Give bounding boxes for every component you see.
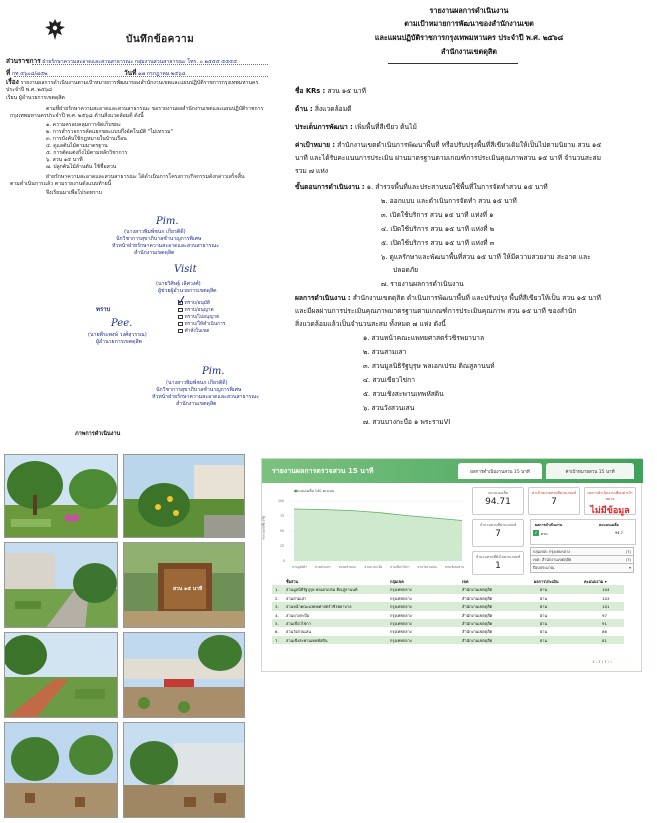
dashboard-header <box>262 459 643 483</box>
handwritten-signature: Pee. <box>111 318 133 329</box>
report-divider <box>388 63 518 64</box>
sort-by-score[interactable]: คะแนนรวม ▾ <box>584 579 607 584</box>
chart-legend: คะแนนเฉลี่ย 140 คะแนน <box>294 489 335 493</box>
signer-name: (นายวิศิษฐ์ เลิศวงศ์) <box>156 281 201 287</box>
result-line: สิ่งแวดล้อมแล้วเป็นจำนวนสะสม ทั้งหมด ๗ แห่ง ดังนี้ <box>295 320 446 328</box>
avg-score-card: คะแนนเฉลี่ย 94.71 <box>472 487 524 515</box>
x-tick: สวนมูลนิธิฯ <box>292 565 307 569</box>
photos-caption: ภาพการดำเนินงาน <box>75 431 121 437</box>
table-row[interactable]: 6. สวนวังสวนเสน กรุงเทพกลาง สำนักงานเขตดุสิต ผ่าน 86 <box>275 629 607 635</box>
step-item: ๒. ออกแบบ และดำเนินการจัดทำ สวน ๑๕ นาที <box>381 197 517 205</box>
y-tick: 75 <box>280 514 285 518</box>
memo-body-line: ฝ่ายรักษาความสะอาดและสวนสาธารณะ ได้ดำเนินการโครงการ/กิจกรรมดังกล่าวเสร็จสิ้น <box>46 174 245 180</box>
report-heading: ตามเป้าหมายการพัฒนาของสำนักงานเขต <box>404 19 534 28</box>
target-field: ค่าเป้าหมาย : สำนักงานเขตดำเนินการพัฒนาพื้นที่ หรือปรับปรุงพื้นที่สีเขียวเดิมให้เป็นไปตามนิยาม สวน ๑๕ <box>295 141 602 149</box>
park-item: ๔. สวนเขียวไข่กา <box>363 376 415 384</box>
result-line: และมีผลผ่านการประเมินคุณภาพมาตรฐานตามเกณฑ์การประเมินคุณภาพ สวน ๑๕ นาที ของสำนัก <box>295 307 577 315</box>
park-item: ๒. สวนสามเสา <box>363 348 407 356</box>
dashboard-title: รายงานผลการตรวจสวน 15 นาที <box>272 467 374 475</box>
step-item: ๓. เปิดใช้บริการ สวน ๑๕ นาที แห่งที่ ๑ <box>381 211 494 219</box>
score-chart <box>261 487 468 573</box>
checklist-item: คำสั่งในเขต <box>178 327 209 335</box>
summary-header: ผลการดำเนินงาน <box>535 523 563 527</box>
signer-position: สำนักงานเขตดุสิต <box>134 250 175 256</box>
memo-document <box>6 18 278 418</box>
checklist-item: ทราบ/ไม่อนุญาต <box>178 313 219 321</box>
signer-position: สำนักงานเขตดุสิต <box>176 401 217 407</box>
park-sign-text: สวน ๑๕ นาที <box>173 586 203 592</box>
park-score-table <box>272 577 624 644</box>
pass-count-card: จำนวนสวนที่ผ่านเกณฑ์ 7 <box>472 519 524 547</box>
signer-name: (นางสาวพิมพ์ชนก เกียรติดี) <box>166 380 228 386</box>
signer-position: นักวิชาการสุขาภิบาลชำนาญการพิเศษ <box>156 387 242 393</box>
memo-item: ๒. การสำรวจการคัดแยกขยะแบบกึ่งอัตโนมัติ "ไม่เทรวม" <box>46 129 173 135</box>
memo-ref-field: ที่ กท ๕๖๐๘/๗๕๒ <box>6 69 48 77</box>
y-tick: 50 <box>280 529 285 533</box>
fail-count-value: 1 <box>495 561 501 571</box>
target-card: ค่าเป้าหมายสวนที่ผ่านเกณฑ์ 7 <box>528 487 580 515</box>
handwritten-signature: Pim. <box>202 366 225 377</box>
step-item: ๔. เปิดใช้บริการ สวน ๑๕ นาที แห่งที่ ๒ <box>381 225 495 233</box>
signer-position: ผู้อำนวยการเขตดุสิต <box>96 339 142 345</box>
memo-item: ๔. ดูแลต้นไม้ตามมาตรฐาน <box>46 143 108 149</box>
x-tick: สวนสามเสา <box>315 565 331 569</box>
checklist-item: ทราบ/ให้ดำเนินการ <box>178 320 225 328</box>
memo-body-line: ตามดำเนินการแล้ว ตามรายงานดังแนบท้ายนี้ <box>10 181 112 187</box>
memo-salutation: เรียน ผู้อำนวยการเขตดุสิต <box>6 95 65 101</box>
checkbox-checked-icon[interactable]: ✓ <box>534 530 538 535</box>
garuda-emblem-icon <box>44 18 66 42</box>
summary-row-value: 94.7 <box>615 531 624 535</box>
target-line: นาที และได้รับคะแนนการประเมิน ผ่านมาตรฐานตามเกณฑ์การประเมินคุณภาพสวน ๑๕ นาที จำนวนสะสม <box>295 154 601 162</box>
fail-count-card: จำนวนสวนที่ยังไม่ผ่านเกณฑ์ 1 <box>472 551 524 575</box>
memo-title: บันทึกข้อความ <box>126 34 195 45</box>
result-summary-table <box>530 519 636 545</box>
park-sign-photo <box>123 542 245 628</box>
memo-item: ๑. ความครอบคลุมการจัดเก็บขยะ <box>46 122 121 128</box>
park-item: ๕. สวนเชิงสะพานเทพหัสดิน <box>363 390 444 398</box>
avg-score-value: 94.71 <box>485 497 511 507</box>
x-tick: สวนบางกะบือ <box>364 565 383 569</box>
signer-position: หัวหน้าฝ่ายรักษาความสะอาดและสวนสาธารณะ <box>152 394 260 400</box>
tab-targets[interactable]: ค่าเป้าหมายสวน 15 นาที <box>546 463 634 479</box>
park-photo <box>4 632 118 718</box>
table-header: ชื่อสวน กลุ่มเขต เขต ผลการประเมิน คะแนนรวม ▾ <box>286 579 607 584</box>
chart-ylabel: คะแนนเฉลี่ย (%) <box>261 515 266 540</box>
report-heading: รายงานผลการดำเนินงาน <box>429 6 509 15</box>
table-row[interactable]: 3. สวนหน้าคณะแพทยศาสตร์วชิรพยาบาล กรุงเทพกลาง สำนักงานเขตดุสิต ผ่าน 101 <box>272 602 624 610</box>
report-heading: สำนักงานเขตดุสิต <box>441 47 497 56</box>
x-tick: สวนเชิงสะพาน <box>444 565 464 569</box>
memo-item: ๕. การตัดแต่งกิ่งไม้ตามหลักวิชาการ <box>46 150 128 156</box>
director-note: ทราบ <box>96 306 111 313</box>
memo-date-field: วันที่ ๑๗ กรกฎาคม ๒๕๖๘ <box>124 69 186 77</box>
step-item: ปลอดภัย <box>393 266 419 274</box>
score-area <box>294 509 462 561</box>
table-pager[interactable]: 1 - 7 / 7 ‹ › <box>592 659 613 664</box>
y-tick: 25 <box>280 544 285 548</box>
report-document <box>283 2 655 382</box>
year-filter-dropdown[interactable]: ปีงบประมาณ ▾ <box>530 563 634 573</box>
table-row[interactable]: 1. สวนมูลนิธิรัฐบุรุษ พลเอกเปรม ติณสูลานนท์ กรุงเทพกลาง สำนักงานเขตดุสิต ผ่าน 104 <box>272 585 624 593</box>
y-tick: 0 <box>283 559 286 563</box>
checkmark-icon <box>177 296 185 304</box>
park-item: ๖. สวนวังสวนเสน <box>363 404 415 412</box>
park-photo <box>4 722 118 818</box>
signer-name: (นายพีระพงษ์ วงศ์สุวรรณ) <box>88 332 147 338</box>
memo-section-field: ส่วนราชการ ฝ่ายรักษาความสะอาดและสวนสาธารณะ กลุ่มงานสวนสาธารณะ โทร. ๐ ๒๕๕๕ ๕๕๕๕ <box>6 57 238 65</box>
handwritten-signature: Visit <box>174 264 197 275</box>
tab-results[interactable]: ผลการดำเนินงานสวน 15 นาที <box>458 463 542 479</box>
memo-item: ๓. การบังคับใช้กฎหมายในบ้านเรือน <box>46 136 127 142</box>
park-dashboard <box>261 458 642 672</box>
step-item: ๖. ดูแลรักษาและพัฒนาพื้นที่สวน ๑๕ นาที ให้มีความสวยงาม สะอาด และ <box>381 253 591 261</box>
park-photo <box>123 632 245 718</box>
table-row[interactable]: 7. สวนเชิงสะพานเทพหัสดิน กรุงเทพกลาง สำนักงานเขตดุสิต ผ่าน 81 <box>272 636 624 644</box>
summary-row-label: ผ่าน <box>541 532 548 536</box>
x-tick: สวนเขียวไข่กา <box>390 565 410 569</box>
checklist-item: ทราบ/อนุมัติ <box>178 299 210 307</box>
report-heading: และแผนปฏิบัติราชการกรุงเทพมหานคร ประจำปี พ.ศ. ๒๕๖๘ <box>374 33 564 42</box>
memo-closing: จึงเรียนมาเพื่อโปรดทราบ <box>46 190 103 196</box>
kr-field: ชื่อ KRs : สวน ๑๕ นาที <box>295 87 367 95</box>
park-photo <box>4 454 118 538</box>
table-row[interactable]: 5. สวนเขียวไข่กา กรุงเทพกลาง สำนักงานเขตดุสิต ผ่าน 91 <box>272 619 624 627</box>
summary-header: คะแนนเฉลี่ย <box>599 523 619 527</box>
result-field: ผลการดำเนินงาน : สำนักงานเขตดุสิต ดำเนินการพัฒนาพื้นที่ และปรับปรุง พื้นที่สีเขียวให้เป็น สวน ๑๕ นาที <box>295 294 601 302</box>
handwritten-signature: Pim. <box>156 216 179 227</box>
park-photo <box>4 542 118 628</box>
pass-count-value: 7 <box>495 529 501 539</box>
steps-field: ขั้นตอนการดำเนินงาน : ๑. สำรวจพื้นที่และประสานขอใช้พื้นที่ในการจัดทำสวน ๑๕ นาที <box>295 183 548 191</box>
signer-name: (นางสาวพิมพ์ชนก เกียรติดี) <box>124 229 186 235</box>
table-row[interactable]: 2. สวนสามเสา กรุงเทพกลาง สำนักงานเขตดุสิต ผ่าน 103 <box>275 595 610 601</box>
zone-filter-dropdown[interactable]: กลุ่มเขต: กรุงเทพกลาง (7) <box>530 547 634 557</box>
memo-item: ๖. สวน ๑๕ นาที <box>46 157 83 163</box>
issue-field: ประเด็นการพัฒนา : เพิ่มพื้นที่สีเขียว ต้นไม้ <box>295 123 417 131</box>
table-row[interactable]: 4. สวนบางกะบือ กรุงเทพกลาง สำนักงานเขตดุสิต ผ่าน 97 <box>275 612 607 618</box>
performance-value: ไม่มีข้อมูล <box>590 506 630 516</box>
step-item: ๗. รายงานผลการดำเนินงาน <box>381 280 464 288</box>
performance-card: ผลการดำเนินงานเทียบค่าเป้าหมาย ไม่มีข้อมูล <box>584 487 636 515</box>
signer-position: ผู้ช่วยผู้อำนวยการเขตดุสิต <box>158 288 217 294</box>
park-photo <box>123 454 245 538</box>
memo-subject-field: เรื่อง รายงานผลการดำเนินงานตามเป้าหมายการพัฒนาของสำนักงานเขตและแผนปฏิบัติราชการกรุงเทพมหานคร ประจำปี พ.ศ. ๒๕๖๘ <box>6 78 259 93</box>
park-item: ๑. สวนหน้าคณะแพทยศาสตร์วชิรพยาบาล <box>363 334 485 342</box>
checklist-item: ทราบ/อนุญาต <box>178 306 214 314</box>
step-item: ๕. เปิดใช้บริการ สวน ๑๕ นาที แห่งที่ ๓ <box>381 239 495 247</box>
signer-position: หัวหน้าฝ่ายรักษาความสะอาดและสวนสาธารณะ <box>112 243 220 249</box>
memo-body-line: กรุงเทพมหานครประจำปี พ.ศ. ๒๕๖๘ ด้านสิ่งแวดล้อมดี ดังนี้ <box>10 113 144 119</box>
target-line: รวม ๗ แห่ง <box>295 167 329 175</box>
park-item: ๓. สวนมูลนิธิรัฐบุรุษ พลเอกเปรม ติณสูลานนท์ <box>363 362 495 370</box>
x-tick: สวนหน้าคณะ <box>338 565 357 569</box>
memo-item: ๗. ปลูกต้นไม้ล้านต้น ใช้ชื่อสวน <box>46 164 117 170</box>
district-filter-dropdown[interactable]: เขต: สำนักงานเขตดุสิต (7) <box>530 555 634 565</box>
y-tick: 100 <box>278 499 285 503</box>
signer-position: นักวิชาการสุขาภิบาลชำนาญการพิเศษ <box>116 236 202 242</box>
target-value: 7 <box>551 497 557 507</box>
park-photo <box>123 722 245 818</box>
side-field: ด้าน : สิ่งแวดล้อมดี <box>295 105 352 113</box>
memo-body-line: ตามที่ฝ่ายรักษาความสะอาดและสวนสาธารณะ ขอรายงานผลสำนักงานเขตและแผนปฏิบัติราชการ <box>46 106 264 112</box>
x-tick: สวนวังสวนเสน <box>417 565 437 569</box>
park-item: ๗. สวนบางกะบือ ๑ พระรามVI <box>363 418 451 426</box>
